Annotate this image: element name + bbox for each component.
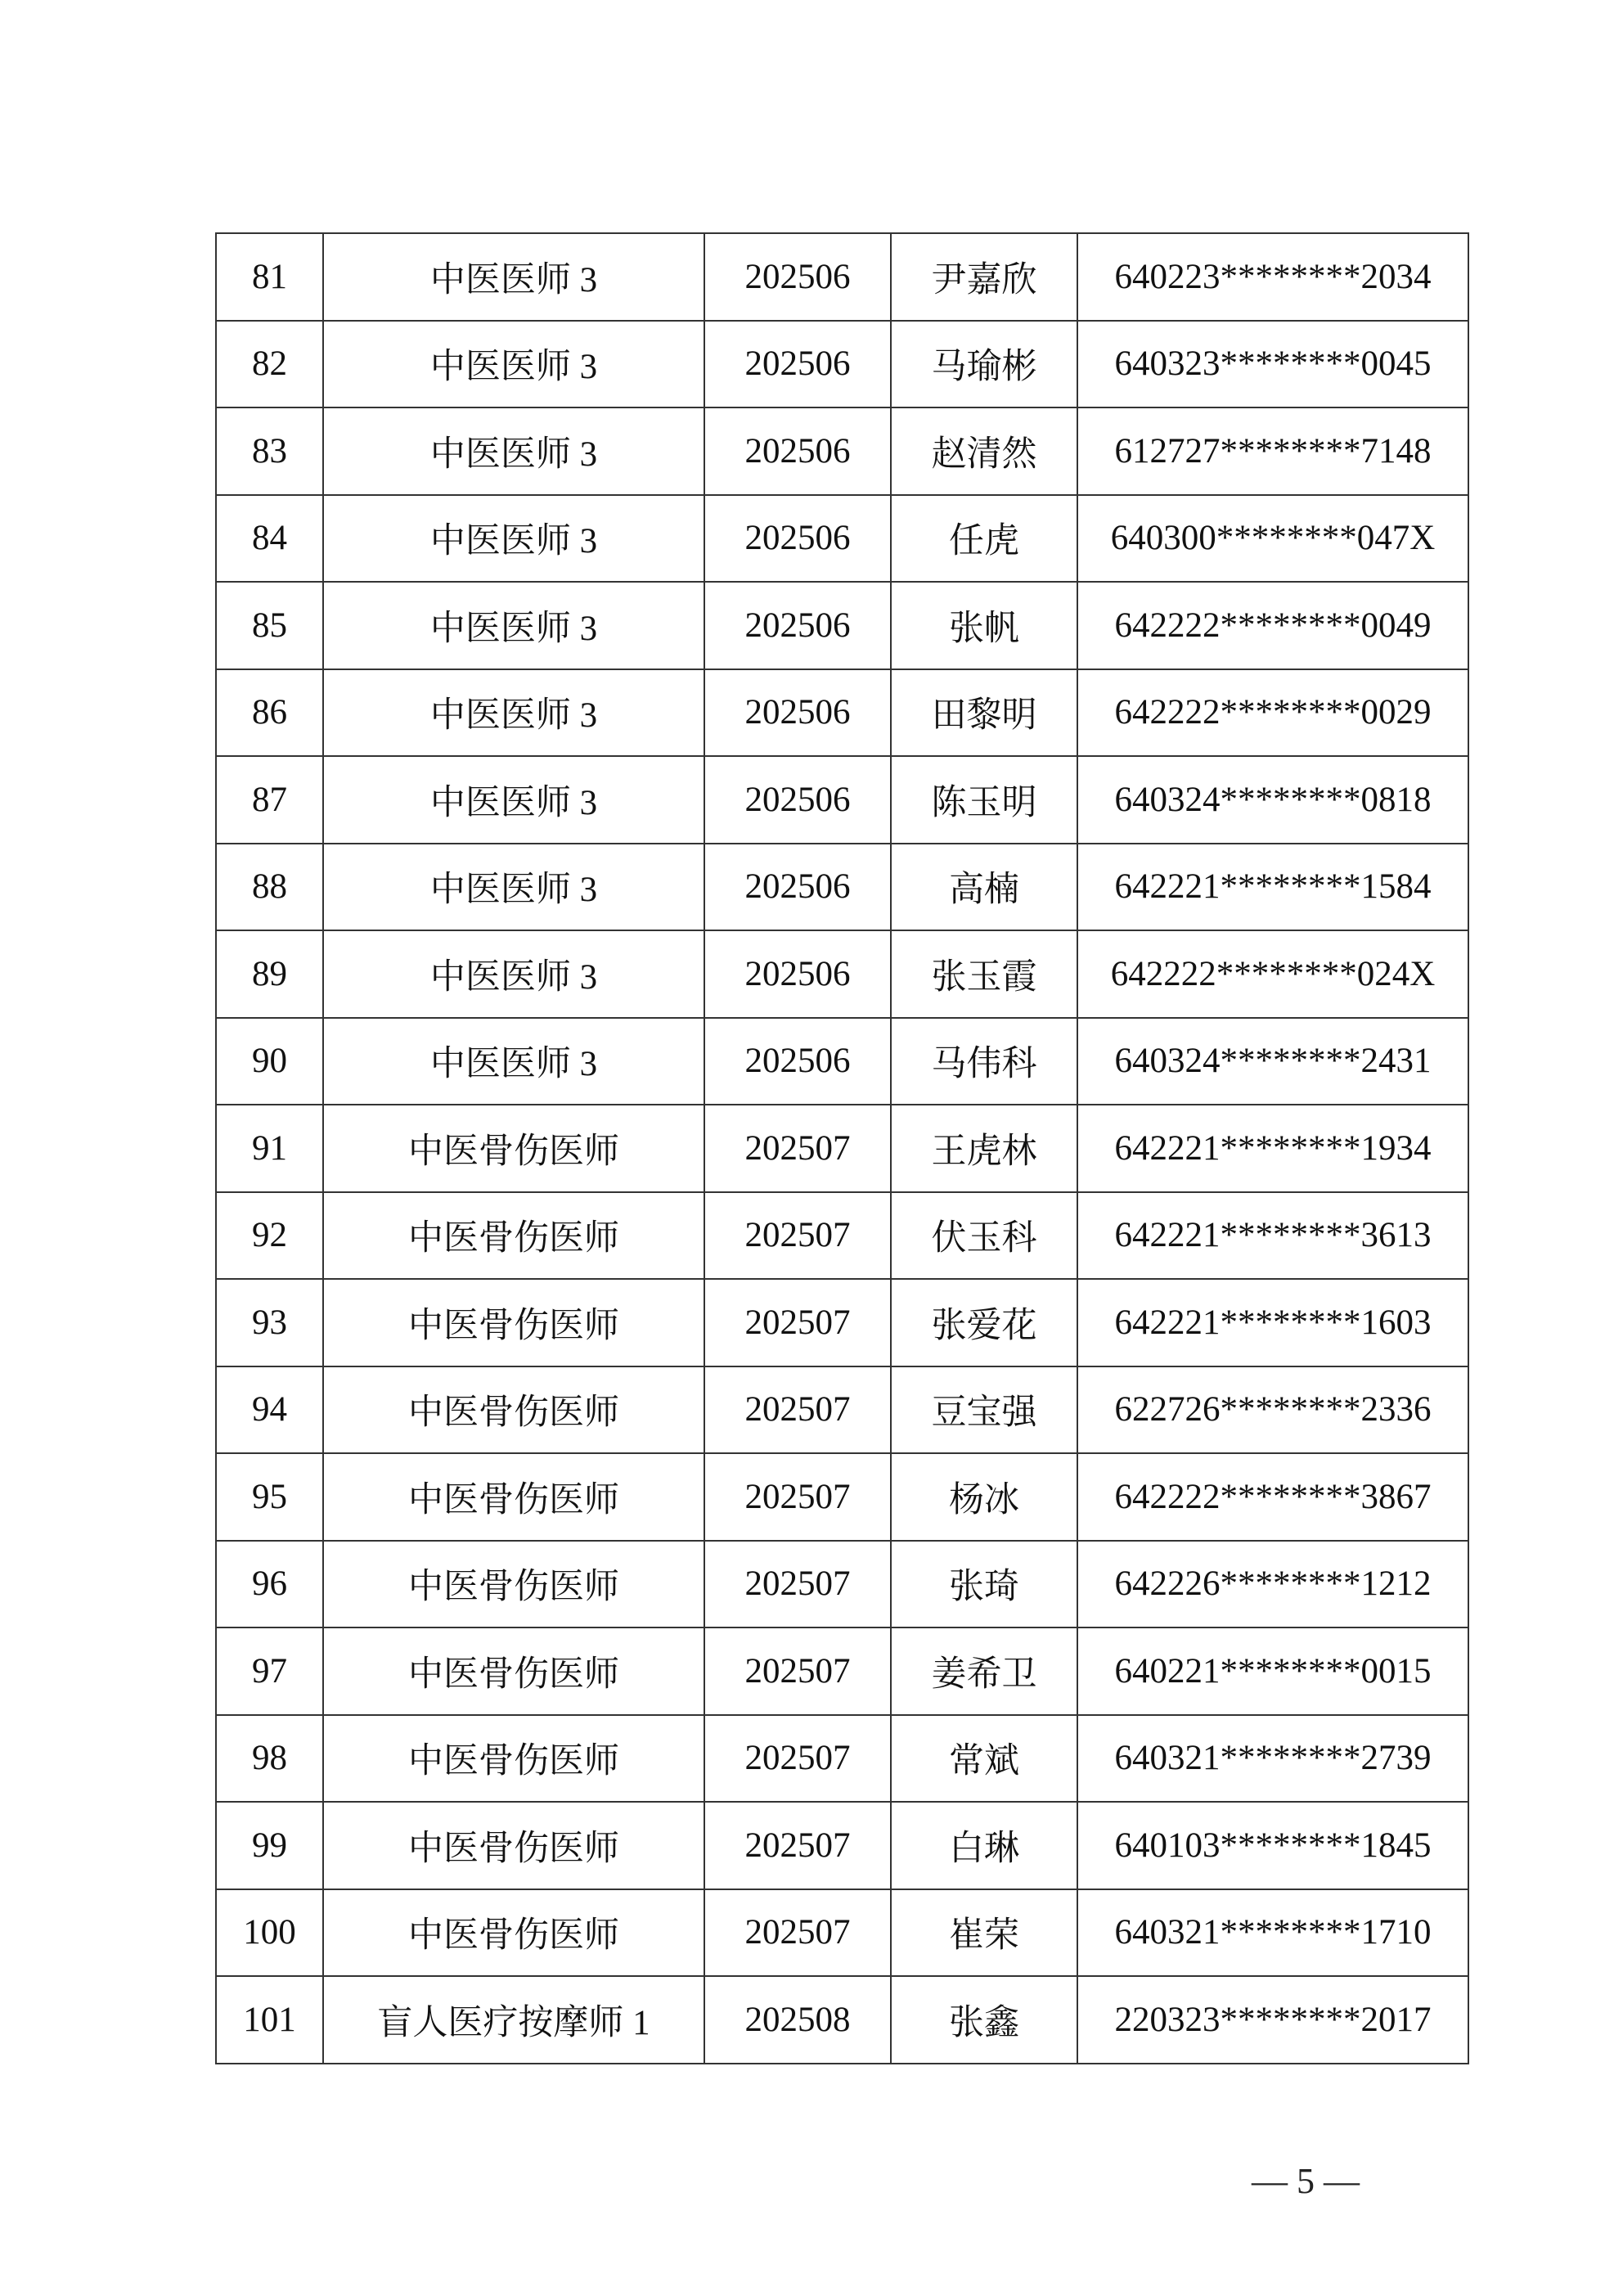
id-number-cell: 622726********2336: [1077, 1366, 1468, 1454]
table-row: [216, 495, 1468, 583]
id-number-cell: 642222********3867: [1077, 1453, 1468, 1541]
row-number-cell: 89: [216, 930, 323, 1018]
specialty-cell: 中医医师 3: [323, 495, 704, 583]
exam-code-cell: 202506: [704, 407, 891, 495]
specialty-cell: 中医医师 3: [323, 756, 704, 844]
table-row: [216, 1541, 1468, 1628]
exam-code-cell: 202507: [704, 1192, 891, 1280]
row-number-cell: 96: [216, 1541, 323, 1628]
id-number-cell: 642221********1603: [1077, 1279, 1468, 1366]
specialty-cell: 中医骨伤医师: [323, 1453, 704, 1541]
row-number-cell: 95: [216, 1453, 323, 1541]
id-number-cell: 220323********2017: [1077, 1976, 1468, 2064]
name-cell: 马瑜彬: [891, 321, 1077, 408]
table-row: [216, 321, 1468, 408]
name-cell: 王虎林: [891, 1105, 1077, 1192]
table-row: [216, 1976, 1468, 2064]
id-number-cell: 640321********1710: [1077, 1889, 1468, 1977]
specialty-cell: 中医骨伤医师: [323, 1889, 704, 1977]
row-number-cell: 82: [216, 321, 323, 408]
exam-code-cell: 202506: [704, 233, 891, 321]
candidate-table-body: [216, 233, 1468, 2064]
id-number-cell: 642221********1584: [1077, 844, 1468, 931]
table-row: [216, 1453, 1468, 1541]
name-cell: 常斌: [891, 1715, 1077, 1803]
specialty-cell: 中医骨伤医师: [323, 1541, 704, 1628]
table-row: [216, 1366, 1468, 1454]
id-number-cell: 642221********3613: [1077, 1192, 1468, 1280]
id-number-cell: 640221********0015: [1077, 1627, 1468, 1715]
exam-code-cell: 202507: [704, 1541, 891, 1628]
specialty-cell: 中医骨伤医师: [323, 1627, 704, 1715]
table-row: [216, 1105, 1468, 1192]
table-row: [216, 756, 1468, 844]
row-number-cell: 81: [216, 233, 323, 321]
specialty-cell: 中医骨伤医师: [323, 1279, 704, 1366]
row-number-cell: 87: [216, 756, 323, 844]
exam-code-cell: 202506: [704, 669, 891, 757]
exam-code-cell: 202507: [704, 1715, 891, 1803]
table-row: [216, 1627, 1468, 1715]
exam-code-cell: 202507: [704, 1889, 891, 1977]
exam-code-cell: 202506: [704, 930, 891, 1018]
exam-code-cell: 202508: [704, 1976, 891, 2064]
table-row: [216, 1889, 1468, 1977]
name-cell: 豆宝强: [891, 1366, 1077, 1454]
row-number-cell: 97: [216, 1627, 323, 1715]
row-number-cell: 84: [216, 495, 323, 583]
name-cell: 张琦: [891, 1541, 1077, 1628]
table-row: [216, 1802, 1468, 1889]
candidate-table: [215, 232, 1469, 2064]
exam-code-cell: 202506: [704, 756, 891, 844]
row-number-cell: 93: [216, 1279, 323, 1366]
exam-code-cell: 202507: [704, 1627, 891, 1715]
id-number-cell: 640300********047X: [1077, 495, 1468, 583]
id-number-cell: 640323********0045: [1077, 321, 1468, 408]
id-number-cell: 640324********0818: [1077, 756, 1468, 844]
table-row: [216, 1192, 1468, 1280]
id-number-cell: 642222********024X: [1077, 930, 1468, 1018]
specialty-cell: 中医骨伤医师: [323, 1105, 704, 1192]
id-number-cell: 642222********0029: [1077, 669, 1468, 757]
table-row: [216, 669, 1468, 757]
name-cell: 伏玉科: [891, 1192, 1077, 1280]
name-cell: 姜希卫: [891, 1627, 1077, 1715]
name-cell: 张帆: [891, 582, 1077, 669]
name-cell: 张爱花: [891, 1279, 1077, 1366]
specialty-cell: 中医医师 3: [323, 669, 704, 757]
specialty-cell: 中医骨伤医师: [323, 1802, 704, 1889]
id-number-cell: 642222********0049: [1077, 582, 1468, 669]
name-cell: 任虎: [891, 495, 1077, 583]
specialty-cell: 中医医师 3: [323, 407, 704, 495]
row-number-cell: 94: [216, 1366, 323, 1454]
id-number-cell: 640321********2739: [1077, 1715, 1468, 1803]
row-number-cell: 85: [216, 582, 323, 669]
row-number-cell: 101: [216, 1976, 323, 2064]
exam-code-cell: 202506: [704, 844, 891, 931]
table-row: [216, 407, 1468, 495]
exam-code-cell: 202507: [704, 1366, 891, 1454]
specialty-cell: 中医医师 3: [323, 930, 704, 1018]
table-row: [216, 930, 1468, 1018]
specialty-cell: 中医骨伤医师: [323, 1715, 704, 1803]
table-row: [216, 1715, 1468, 1803]
specialty-cell: 中医医师 3: [323, 844, 704, 931]
name-cell: 张玉霞: [891, 930, 1077, 1018]
name-cell: 赵清然: [891, 407, 1077, 495]
specialty-cell: 中医医师 3: [323, 582, 704, 669]
exam-code-cell: 202507: [704, 1453, 891, 1541]
row-number-cell: 99: [216, 1802, 323, 1889]
table-row: [216, 1018, 1468, 1105]
name-cell: 高楠: [891, 844, 1077, 931]
id-number-cell: 612727********7148: [1077, 407, 1468, 495]
row-number-cell: 83: [216, 407, 323, 495]
name-cell: 尹嘉欣: [891, 233, 1077, 321]
specialty-cell: 中医医师 3: [323, 1018, 704, 1105]
row-number-cell: 86: [216, 669, 323, 757]
exam-code-cell: 202506: [704, 582, 891, 669]
name-cell: 张鑫: [891, 1976, 1077, 2064]
name-cell: 白琳: [891, 1802, 1077, 1889]
name-cell: 崔荣: [891, 1889, 1077, 1977]
id-number-cell: 640324********2431: [1077, 1018, 1468, 1105]
specialty-cell: 中医骨伤医师: [323, 1366, 704, 1454]
row-number-cell: 88: [216, 844, 323, 931]
id-number-cell: 640103********1845: [1077, 1802, 1468, 1889]
id-number-cell: 642226********1212: [1077, 1541, 1468, 1628]
row-number-cell: 100: [216, 1889, 323, 1977]
exam-code-cell: 202507: [704, 1105, 891, 1192]
name-cell: 杨冰: [891, 1453, 1077, 1541]
exam-code-cell: 202507: [704, 1802, 891, 1889]
exam-code-cell: 202506: [704, 1018, 891, 1105]
table-row: [216, 1279, 1468, 1366]
specialty-cell: 中医骨伤医师: [323, 1192, 704, 1280]
page-number: — 5 —: [1252, 2161, 1360, 2201]
row-number-cell: 91: [216, 1105, 323, 1192]
table-row: [216, 844, 1468, 931]
specialty-cell: 中医医师 3: [323, 321, 704, 408]
table-row: [216, 582, 1468, 669]
name-cell: 陈玉明: [891, 756, 1077, 844]
specialty-cell: 盲人医疗按摩师 1: [323, 1976, 704, 2064]
name-cell: 田黎明: [891, 669, 1077, 757]
row-number-cell: 90: [216, 1018, 323, 1105]
name-cell: 马伟科: [891, 1018, 1077, 1105]
id-number-cell: 640223********2034: [1077, 233, 1468, 321]
exam-code-cell: 202507: [704, 1279, 891, 1366]
row-number-cell: 92: [216, 1192, 323, 1280]
table-row: [216, 233, 1468, 321]
row-number-cell: 98: [216, 1715, 323, 1803]
exam-code-cell: 202506: [704, 495, 891, 583]
exam-code-cell: 202506: [704, 321, 891, 408]
id-number-cell: 642221********1934: [1077, 1105, 1468, 1192]
specialty-cell: 中医医师 3: [323, 233, 704, 321]
